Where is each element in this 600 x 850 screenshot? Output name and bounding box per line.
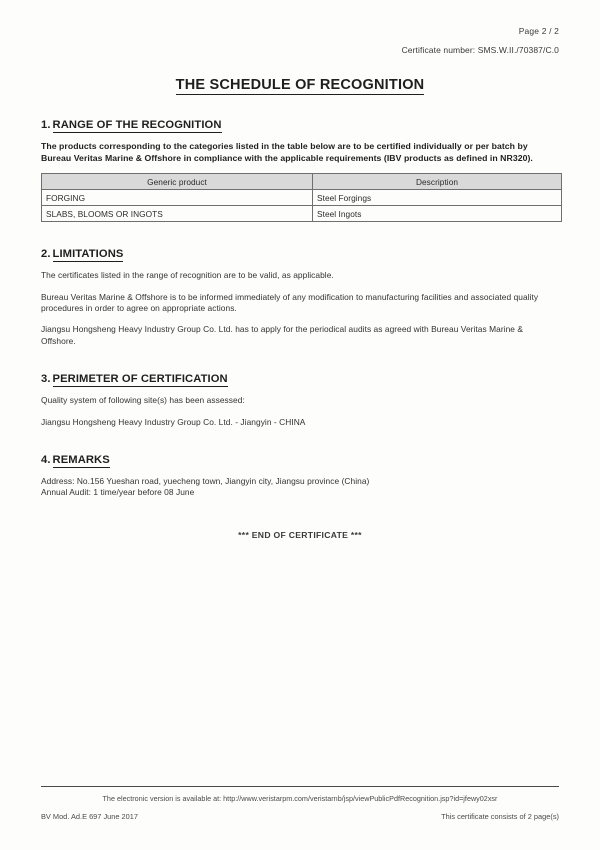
table-cell-description: Steel Ingots: [313, 206, 562, 222]
remarks-address-line: Address: No.156 Yueshan road, yuecheng town, Jiangyin city, Jiangsu province (China): [41, 476, 370, 487]
table-cell-generic-product: FORGING: [42, 190, 313, 206]
section-4-title: REMARKS: [52, 454, 110, 467]
remarks-annual-audit-line: Annual Audit: 1 time/year before 08 June: [41, 486, 195, 497]
end-of-certificate-marker: *** END OF CERTIFICATE ***: [238, 530, 362, 541]
section-4-heading: [41, 454, 559, 466]
electronic-version-note: The electronic version is available at: http://www.veristarpm.com/veristarnb/jsp/viewPublicPdfRecognition.jsp?id=jfewy02xsr: [102, 794, 498, 803]
section-range-of-recognition: [41, 119, 559, 222]
limitations-paragraph-1: The certificates listed in the range of recognition are to be valid, as applicable.: [41, 270, 334, 281]
section-1-heading: [41, 119, 559, 131]
generic-product-table: [41, 173, 562, 222]
page-count-label: This certificate consists of 2 page(s): [441, 812, 559, 821]
document-title: [41, 77, 559, 93]
page-footer: [41, 786, 559, 821]
section-2-title: LIMITATIONS: [52, 248, 124, 261]
page-number-label: Page 2 / 2: [518, 26, 559, 36]
limitations-paragraph-3: Jiangsu Hongsheng Heavy Industry Group Co. Ltd. has to apply for the periodical audits as agreed with Bureau Veritas Marine & Offshore.: [41, 324, 524, 346]
document-title-text: THE SCHEDULE OF RECOGNITION: [175, 77, 425, 93]
limitations-paragraph-2: Bureau Veritas Marine & Offshore is to be informed immediately of any modification to manufacturing facilities and associated quality procedures in order to agree on appropriate actions.: [41, 291, 539, 313]
table-row: [42, 190, 562, 206]
page-content: [41, 0, 559, 540]
section-2-number: 2.: [41, 248, 51, 261]
section-3-number: 3.: [41, 373, 51, 386]
section-1-number: 1.: [41, 119, 51, 131]
section-4-number: 4.: [41, 454, 51, 467]
section-3-heading: [41, 373, 559, 385]
table-cell-generic-product: SLABS, BLOOMS OR INGOTS: [42, 206, 313, 222]
section-remarks: [41, 454, 559, 497]
page-header: [41, 0, 559, 55]
table-row: [42, 206, 562, 222]
table-header-generic-product: Generic product: [42, 174, 313, 190]
table-header-description: Description: [313, 174, 562, 190]
perimeter-intro-paragraph: Quality system of following site(s) has been assessed:: [41, 395, 245, 406]
footer-divider: [41, 786, 559, 787]
section-limitations: [41, 248, 559, 347]
section-3-title: PERIMETER OF CERTIFICATION: [52, 373, 228, 386]
form-reference-label: BV Mod. Ad.E 697 June 2017: [41, 812, 138, 821]
section-perimeter-of-certification: [41, 373, 559, 428]
perimeter-site-paragraph: Jiangsu Hongsheng Heavy Industry Group Co. Ltd. - Jiangyin - CHINA: [41, 416, 306, 427]
section-1-intro-paragraph: The products corresponding to the categories listed in the table below are to be certified individually or per batch by Bureau Veritas Marine & Offshore in compliance with the applicable requirements (IBV products as defined in NR320).: [41, 141, 533, 163]
section-1-title: RANGE OF THE RECOGNITION: [52, 119, 222, 131]
certificate-number-label: Certificate number: SMS.W.II./70387/C.0: [401, 45, 559, 55]
section-2-heading: [41, 248, 559, 260]
table-header-row: [42, 174, 562, 190]
table-cell-description: Steel Forgings: [313, 190, 562, 206]
footer-bottom-row: [41, 812, 559, 821]
